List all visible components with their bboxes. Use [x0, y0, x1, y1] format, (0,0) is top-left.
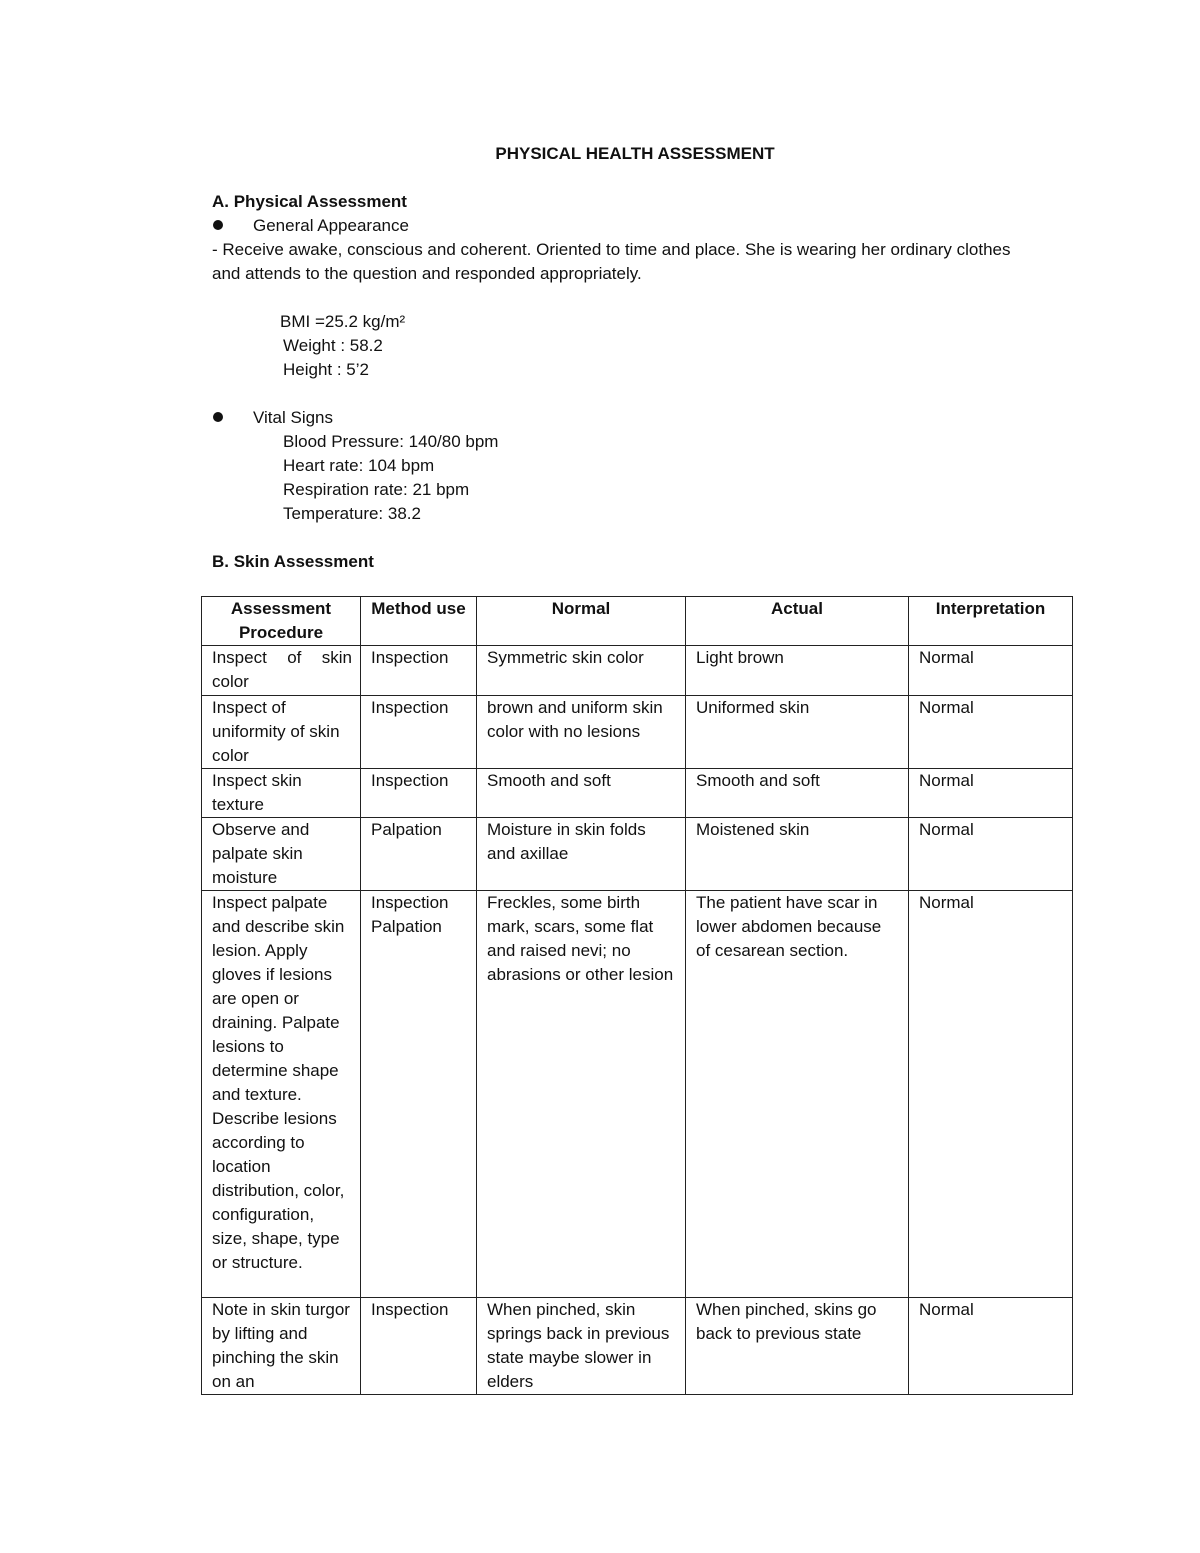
table-cell: Moistened skin: [686, 818, 909, 891]
general-appearance-text-line1: - Receive awake, conscious and coherent. Oriented to time and place. She is wearing her ordinary clothes: [212, 240, 1011, 259]
table-cell: Inspect of uniformity of skin color: [202, 696, 361, 769]
table-cell: Freckles, some birth mark, scars, some flat and raised nevi; no abrasions or other lesion: [477, 891, 686, 1298]
table-cell: Light brown: [686, 646, 909, 696]
temperature-value: Temperature: 38.2: [283, 504, 421, 523]
weight-value: Weight : 58.2: [283, 336, 383, 355]
table-cell: When pinched, skins go back to previous state: [686, 1298, 909, 1395]
table-cell: Inspection: [361, 769, 477, 818]
bmi-value: BMI =25.2 kg/m²: [280, 312, 406, 331]
bullet-icon: [213, 412, 223, 422]
column-header: Method use: [361, 597, 477, 646]
table-cell: Normal: [909, 696, 1073, 769]
table-cell: Inspection: [361, 696, 477, 769]
column-header: Actual: [686, 597, 909, 646]
height-value: Height : 5’2: [283, 360, 369, 379]
column-header: Interpretation: [909, 597, 1073, 646]
table-cell: Normal: [909, 646, 1073, 696]
table-row: [202, 769, 1073, 818]
table-cell: Normal: [909, 1298, 1073, 1395]
table-cell: The patient have scar in lower abdomen because of cesarean section.: [686, 891, 909, 1298]
table-cell: Normal: [909, 891, 1073, 1298]
table-cell: Smooth and soft: [477, 769, 686, 818]
section-b-heading: B. Skin Assessment: [212, 552, 374, 571]
table-row: [202, 646, 1073, 696]
table-cell: Inspection: [361, 646, 477, 696]
section-a-heading: A. Physical Assessment: [212, 192, 407, 211]
table-cell: Palpation: [361, 818, 477, 891]
table-cell: When pinched, skin springs back in previous state maybe slower in elders: [477, 1298, 686, 1395]
general-appearance-text-line2: and attends to the question and responded appropriately.: [212, 264, 642, 283]
table-cell: Smooth and soft: [686, 769, 909, 818]
vital-signs-label: Vital Signs: [253, 408, 334, 427]
table-cell: Inspect of skin color: [202, 646, 361, 696]
skin-assessment-table: [201, 596, 1073, 1395]
table-row: [202, 891, 1073, 1298]
table-cell: Normal: [909, 769, 1073, 818]
column-header: Assessment Procedure: [202, 597, 361, 646]
general-appearance-label: General Appearance: [253, 216, 409, 235]
bullet-icon: [213, 220, 223, 230]
table-cell: Normal: [909, 818, 1073, 891]
blood-pressure-value: Blood Pressure: 140/80 bpm: [283, 432, 499, 451]
table-row: [202, 818, 1073, 891]
table-cell: Inspection Palpation: [361, 891, 477, 1298]
table-cell: Uniformed skin: [686, 696, 909, 769]
respiration-rate-value: Respiration rate: 21 bpm: [283, 480, 470, 499]
table-cell: Symmetric skin color: [477, 646, 686, 696]
table-header-row: [202, 597, 1073, 646]
table-cell: Inspect palpate and describe skin lesion. Apply gloves if lesions are open or draining. Palpate lesions to determine shape and texture. Describe lesions according to location distribution, color, configuration, size, shape, type or structure.: [202, 891, 361, 1298]
column-header: Normal: [477, 597, 686, 646]
heart-rate-value: Heart rate: 104 bpm: [283, 456, 435, 475]
table-cell: Note in skin turgor by lifting and pinching the skin on an: [202, 1298, 361, 1395]
table-row: [202, 1298, 1073, 1395]
table-cell: Inspect skin texture: [202, 769, 361, 818]
table-cell: brown and uniform skin color with no lesions: [477, 696, 686, 769]
table-cell: Inspection: [361, 1298, 477, 1395]
table-cell: Moisture in skin folds and axillae: [477, 818, 686, 891]
table-cell: Observe and palpate skin moisture: [202, 818, 361, 891]
document-title: PHYSICAL HEALTH ASSESSMENT: [495, 144, 775, 163]
table-row: [202, 696, 1073, 769]
